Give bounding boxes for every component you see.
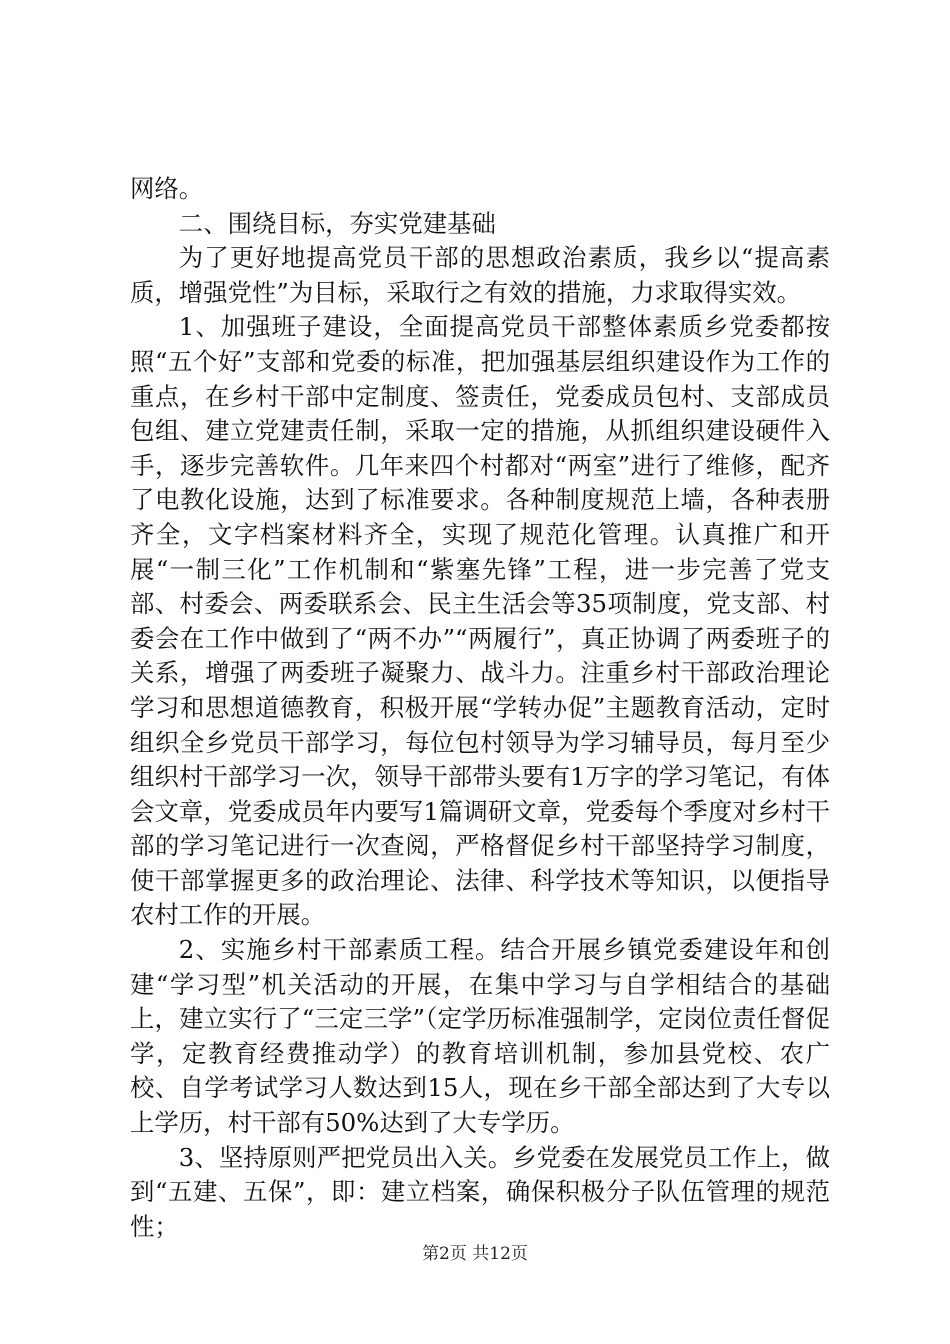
paragraph-continuation: 网络。	[130, 174, 204, 203]
section-heading: 二、围绕目标，夯实党建基础	[178, 208, 496, 238]
paragraph-intro: 为了更好地提高党员干部的思想政治素质，我乡以“提高素质，增强党性”为目标，采取行之有效的措施，力求取得实效。	[130, 243, 830, 307]
paragraph-item-3: 3、坚持原则严把党员出入关。乡党委在发展党员工作上，做到“五建、五保”，即：建立档案，确保积极分子队伍管理的规范性；	[130, 1142, 830, 1241]
paragraph-item-1: 1、加强班子建设，全面提高党员干部整体素质乡党委都按照“五个好”支部和党委的标准，把加强基层组织建设作为工作的重点，在乡村干部中定制度、签责任，党委成员包村、支部成员包组、建立党建责任制，采取一定的措施，从抓组织建设硬件入手，逐步完善软件。几年来四个村都对“两室”进行了维修，配齐了电教化设施，达到了标准要求。各种制度规范上墙，各种表册齐全，文字档案材料齐全，实现了规范化管理。认真推广和开展“一制三化”工作机制和“紫塞先锋”工程，进一步完善了党支部、村委会、两委联系会、民主生活会等35项制度，党支部、村委会在工作中做到了“两不办”“两履行”，真正协调了两委班子的关系，增强了两委班子凝聚力、战斗力。注重乡村干部政治理论学习和思想道德教育，积极开展“学转办促”主题教育活动，定时组织全乡党员干部学习，每位包村领导为学习辅导员，每月至少组织村干部学习一次，领导干部带头要有1万字的学习笔记，有体会文章，党委成员年内要写1篇调研文章，党委每个季度对乡村干部的学习笔记进行一次查阅，严格督促乡村干部坚持学习制度，使干部掌握更多的政治理论、法律、科学技术等知识，以便指导农村工作的开展。	[130, 312, 830, 930]
paragraph-item-2: 2、实施乡村干部素质工程。结合开展乡镇党委建设年和创建“学习型”机关活动的开展，在集中学习与自学相结合的基础上，建立实行了“三定三学”（定学历标准强制学，定岗位责任督促学，定教育经费推动学）的教育培训机制，参加县党校、农广校、自学考试学习人数达到15人，现在乡干部全部达到了大专以上学历，村干部有50%达到了大专学历。	[130, 935, 830, 1138]
page-footer: 第2页 共12页	[422, 1244, 528, 1264]
document-body	[130, 172, 830, 1244]
